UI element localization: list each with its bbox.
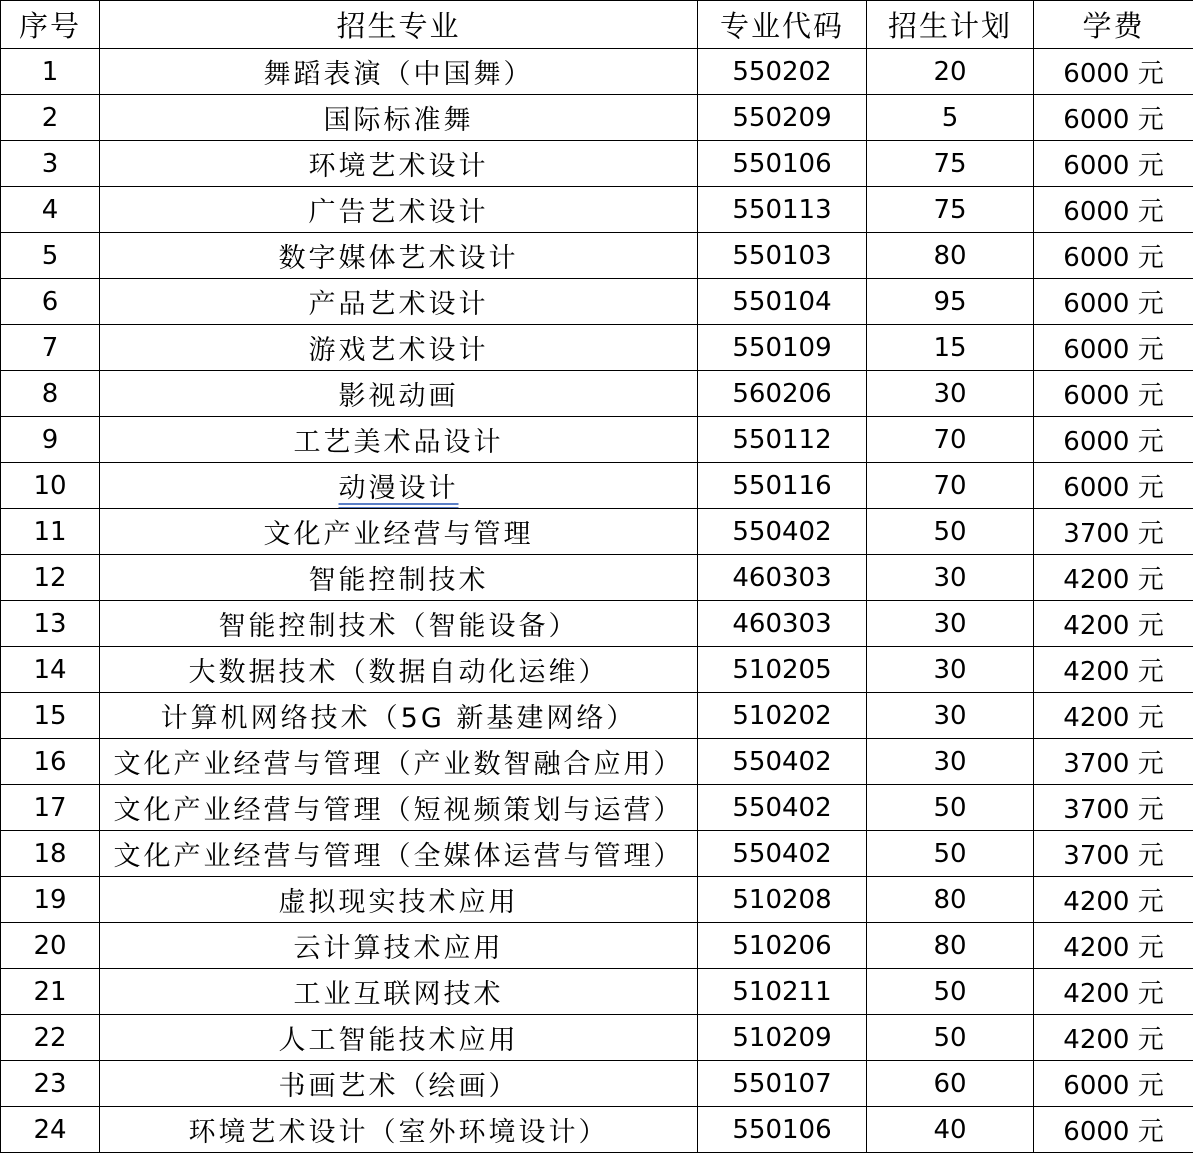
cell-fee: 4200 元 <box>1034 877 1193 923</box>
cell-fee: 4200 元 <box>1034 647 1193 693</box>
table-body <box>1 49 1193 1153</box>
cell-plan: 50 <box>867 1015 1034 1061</box>
cell-fee: 4200 元 <box>1034 601 1193 647</box>
cell-code: 550106 <box>698 1107 867 1153</box>
cell-index: 16 <box>1 739 100 785</box>
cell-index: 17 <box>1 785 100 831</box>
cell-major: 智能控制技术（智能设备） <box>100 601 698 647</box>
cell-code: 510202 <box>698 693 867 739</box>
cell-fee: 6000 元 <box>1034 141 1193 187</box>
cell-plan: 75 <box>867 141 1034 187</box>
header-code: 专业代码 <box>698 1 867 49</box>
cell-code: 550106 <box>698 141 867 187</box>
cell-plan: 30 <box>867 739 1034 785</box>
cell-index: 24 <box>1 1107 100 1153</box>
table-row <box>1 509 1193 555</box>
table-row <box>1 417 1193 463</box>
cell-major: 舞蹈表演（中国舞） <box>100 49 698 95</box>
cell-fee: 6000 元 <box>1034 233 1193 279</box>
cell-index: 13 <box>1 601 100 647</box>
cell-plan: 95 <box>867 279 1034 325</box>
cell-plan: 70 <box>867 417 1034 463</box>
table-row <box>1 141 1193 187</box>
cell-fee: 6000 元 <box>1034 1107 1193 1153</box>
table-row <box>1 831 1193 877</box>
cell-index: 22 <box>1 1015 100 1061</box>
header-row <box>1 1 1193 49</box>
cell-code: 550112 <box>698 417 867 463</box>
cell-plan: 50 <box>867 785 1034 831</box>
cell-code: 460303 <box>698 601 867 647</box>
cell-plan: 75 <box>867 187 1034 233</box>
cell-major: 人工智能技术应用 <box>100 1015 698 1061</box>
cell-plan: 80 <box>867 877 1034 923</box>
cell-code: 510211 <box>698 969 867 1015</box>
cell-plan: 50 <box>867 509 1034 555</box>
cell-code: 550402 <box>698 509 867 555</box>
cell-index: 4 <box>1 187 100 233</box>
cell-major: 工业互联网技术 <box>100 969 698 1015</box>
cell-fee: 3700 元 <box>1034 831 1193 877</box>
cell-index: 15 <box>1 693 100 739</box>
table-row <box>1 95 1193 141</box>
cell-plan: 30 <box>867 647 1034 693</box>
cell-code: 550116 <box>698 463 867 509</box>
cell-major: 文化产业经营与管理 <box>100 509 698 555</box>
table-row <box>1 1015 1193 1061</box>
cell-plan: 40 <box>867 1107 1034 1153</box>
cell-code: 550402 <box>698 831 867 877</box>
cell-major: 影视动画 <box>100 371 698 417</box>
cell-plan: 50 <box>867 969 1034 1015</box>
table-row <box>1 923 1193 969</box>
cell-plan: 20 <box>867 49 1034 95</box>
cell-index: 21 <box>1 969 100 1015</box>
cell-code: 510208 <box>698 877 867 923</box>
cell-major: 广告艺术设计 <box>100 187 698 233</box>
cell-index: 9 <box>1 417 100 463</box>
cell-index: 19 <box>1 877 100 923</box>
cell-major: 环境艺术设计（室外环境设计） <box>100 1107 698 1153</box>
cell-fee: 6000 元 <box>1034 279 1193 325</box>
cell-code: 510209 <box>698 1015 867 1061</box>
cell-fee: 4200 元 <box>1034 1015 1193 1061</box>
table-row <box>1 969 1193 1015</box>
cell-fee: 6000 元 <box>1034 325 1193 371</box>
cell-major: 文化产业经营与管理（短视频策划与运营） <box>100 785 698 831</box>
cell-major: 游戏艺术设计 <box>100 325 698 371</box>
cell-index: 1 <box>1 49 100 95</box>
cell-plan: 5 <box>867 95 1034 141</box>
cell-plan: 30 <box>867 693 1034 739</box>
cell-fee: 6000 元 <box>1034 371 1193 417</box>
table-row <box>1 555 1193 601</box>
table-row <box>1 877 1193 923</box>
cell-plan: 70 <box>867 463 1034 509</box>
table-row <box>1 49 1193 95</box>
cell-index: 6 <box>1 279 100 325</box>
cell-major: 智能控制技术 <box>100 555 698 601</box>
table-row <box>1 1061 1193 1107</box>
table-row <box>1 463 1193 509</box>
cell-plan: 80 <box>867 233 1034 279</box>
cell-major: 文化产业经营与管理（产业数智融合应用） <box>100 739 698 785</box>
cell-code: 510206 <box>698 923 867 969</box>
cell-fee: 6000 元 <box>1034 187 1193 233</box>
cell-plan: 80 <box>867 923 1034 969</box>
cell-index: 8 <box>1 371 100 417</box>
cell-plan: 50 <box>867 831 1034 877</box>
table-row <box>1 601 1193 647</box>
cell-fee: 4200 元 <box>1034 969 1193 1015</box>
cell-fee: 6000 元 <box>1034 49 1193 95</box>
cell-code: 550104 <box>698 279 867 325</box>
cell-code: 560206 <box>698 371 867 417</box>
cell-code: 550103 <box>698 233 867 279</box>
cell-major: 数字媒体艺术设计 <box>100 233 698 279</box>
table-row <box>1 371 1193 417</box>
cell-code: 550402 <box>698 785 867 831</box>
cell-index: 12 <box>1 555 100 601</box>
cell-major: 计算机网络技术（5G 新基建网络） <box>100 693 698 739</box>
cell-major: 工艺美术品设计 <box>100 417 698 463</box>
header-major: 招生专业 <box>100 1 698 49</box>
table-row <box>1 647 1193 693</box>
cell-index: 2 <box>1 95 100 141</box>
cell-fee: 3700 元 <box>1034 509 1193 555</box>
cell-index: 23 <box>1 1061 100 1107</box>
cell-index: 20 <box>1 923 100 969</box>
cell-plan: 15 <box>867 325 1034 371</box>
cell-plan: 60 <box>867 1061 1034 1107</box>
cell-major: 云计算技术应用 <box>100 923 698 969</box>
table-row <box>1 187 1193 233</box>
cell-fee: 3700 元 <box>1034 785 1193 831</box>
cell-fee: 4200 元 <box>1034 555 1193 601</box>
table-row <box>1 233 1193 279</box>
cell-fee: 6000 元 <box>1034 95 1193 141</box>
cell-code: 550202 <box>698 49 867 95</box>
cell-code: 550107 <box>698 1061 867 1107</box>
cell-fee: 6000 元 <box>1034 417 1193 463</box>
cell-fee: 6000 元 <box>1034 463 1193 509</box>
cell-major: 国际标准舞 <box>100 95 698 141</box>
table-row <box>1 325 1193 371</box>
cell-fee: 4200 元 <box>1034 923 1193 969</box>
header-index: 序号 <box>1 1 100 49</box>
header-plan: 招生计划 <box>867 1 1034 49</box>
table-row <box>1 693 1193 739</box>
cell-code: 460303 <box>698 555 867 601</box>
cell-major: 大数据技术（数据自动化运维） <box>100 647 698 693</box>
cell-code: 550209 <box>698 95 867 141</box>
cell-major: 虚拟现实技术应用 <box>100 877 698 923</box>
cell-index: 7 <box>1 325 100 371</box>
cell-index: 18 <box>1 831 100 877</box>
cell-major: 环境艺术设计 <box>100 141 698 187</box>
cell-major: 书画艺术（绘画） <box>100 1061 698 1107</box>
cell-code: 510205 <box>698 647 867 693</box>
cell-plan: 30 <box>867 371 1034 417</box>
cell-index: 11 <box>1 509 100 555</box>
cell-plan: 30 <box>867 601 1034 647</box>
cell-major: 文化产业经营与管理（全媒体运营与管理） <box>100 831 698 877</box>
cell-major: 产品艺术设计 <box>100 279 698 325</box>
table-row <box>1 279 1193 325</box>
table-row <box>1 785 1193 831</box>
cell-fee: 4200 元 <box>1034 693 1193 739</box>
cell-code: 550402 <box>698 739 867 785</box>
cell-code: 550113 <box>698 187 867 233</box>
cell-index: 5 <box>1 233 100 279</box>
cell-index: 14 <box>1 647 100 693</box>
table-row <box>1 739 1193 785</box>
cell-fee: 3700 元 <box>1034 739 1193 785</box>
table-row <box>1 1107 1193 1153</box>
cell-plan: 30 <box>867 555 1034 601</box>
header-fee: 学费 <box>1034 1 1193 49</box>
cell-fee: 6000 元 <box>1034 1061 1193 1107</box>
cell-major: 动漫设计 <box>100 463 698 509</box>
cell-index: 10 <box>1 463 100 509</box>
cell-code: 550109 <box>698 325 867 371</box>
cell-index: 3 <box>1 141 100 187</box>
